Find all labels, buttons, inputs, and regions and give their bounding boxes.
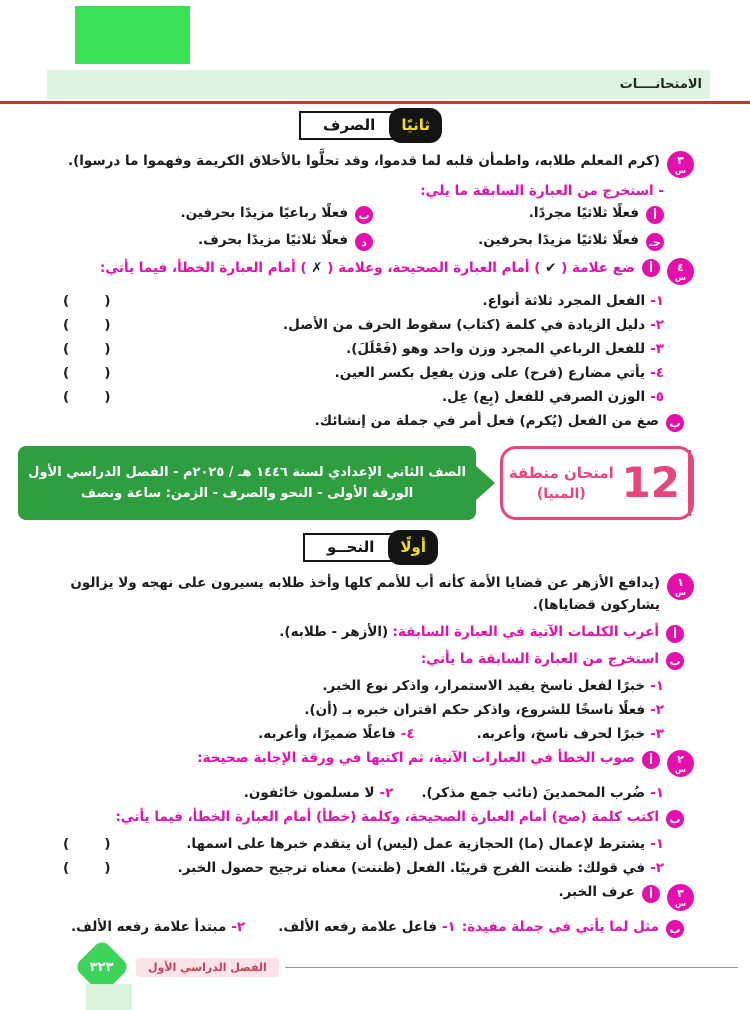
item-text: في قولك: ظننت الفرج قريبًا. الفعل (ظننت) معناه ترجيح حصول الخبر. bbox=[177, 860, 646, 877]
exam-number: 12 bbox=[620, 450, 691, 516]
answer-blank: ( ) bbox=[63, 317, 112, 333]
item-number: ١- bbox=[650, 836, 664, 853]
exam-number-badge bbox=[500, 446, 694, 520]
part-letter-badge: ب bbox=[666, 652, 684, 670]
part-letter-badge: أ bbox=[642, 259, 660, 277]
nahw-q1-part-a bbox=[45, 624, 694, 643]
option-letter-badge: أ bbox=[646, 206, 664, 224]
item-number: ٢- bbox=[231, 919, 246, 936]
item-number: ٢- bbox=[650, 860, 664, 877]
item-number: ٥- bbox=[650, 389, 664, 405]
question-number: ٤ bbox=[677, 260, 684, 274]
decorative-green-tail bbox=[86, 984, 132, 1010]
section-order-badge: ثانيًا bbox=[391, 110, 440, 141]
tf-item-2 bbox=[45, 317, 694, 333]
item-number: ١- bbox=[650, 293, 664, 309]
option-b bbox=[45, 205, 373, 224]
part-lead: استخرج من العبارة السابقة ما يأتي: bbox=[420, 651, 659, 668]
part-letter-badge: ب bbox=[666, 810, 684, 828]
question-text: (يدافع الأزهر عن قضايا الأمة كأنه أب للأمم كلها وأخذ طلابه يسيرون على نهجه ولا يزالون يشاركون قضاياها). bbox=[70, 575, 660, 613]
part-lead: اكتب كلمة (صح) أمام العبارة الصحيحة، وكلمة (خطأ) أمام العبارة الخطأ، فيما يأتي: bbox=[115, 809, 659, 826]
exam-region bbox=[503, 464, 620, 502]
answer-blank: ( ) bbox=[63, 365, 112, 381]
question-nahw-2 bbox=[45, 750, 694, 777]
option-c bbox=[373, 232, 664, 251]
extract-item-2 bbox=[45, 702, 694, 718]
answer-blank: ( ) bbox=[63, 341, 112, 357]
question-number-badge bbox=[667, 151, 694, 178]
check-mark: ✔ bbox=[545, 260, 557, 276]
item bbox=[244, 785, 394, 801]
item-text: خبرًا لحرف ناسخ، وأعربه. bbox=[476, 726, 646, 743]
part-rest: (الأزهر - طلابه). bbox=[279, 624, 389, 641]
x-mark: ✗ bbox=[311, 260, 323, 276]
exam-info-line2: الورقة الأولى - النحو والصرف - الزمن: ساعة ونصف bbox=[80, 486, 414, 501]
item-number: ٣- bbox=[650, 341, 664, 357]
decorative-green-block bbox=[75, 6, 190, 64]
part-text bbox=[279, 624, 659, 640]
tf-item-text bbox=[283, 317, 664, 333]
tf-item-3 bbox=[45, 341, 694, 357]
tf-item-1 bbox=[45, 293, 694, 309]
question-number: ٣ bbox=[677, 886, 684, 900]
item-number: ٤- bbox=[650, 365, 664, 381]
tf-item-text bbox=[335, 365, 664, 381]
option-letter-badge: جـ bbox=[646, 233, 664, 251]
item-text: يشترط لإعمال (ما) الحجازية عمل (ليس) أن يتقدم خبرها على اسمها. bbox=[186, 836, 646, 853]
tf-item-text bbox=[346, 341, 664, 357]
exam-region-line1: امتحان منطقة bbox=[508, 464, 614, 482]
option-text: فعلًا ثلاثيًا مزيدًا بحرف. bbox=[198, 232, 349, 248]
question-sarf-3 bbox=[45, 151, 694, 178]
item-number: ٤- bbox=[400, 726, 415, 743]
item bbox=[421, 785, 664, 801]
question-nahw-3 bbox=[45, 884, 694, 911]
question-sarf-4 bbox=[45, 258, 694, 285]
question-number: ٢ bbox=[677, 752, 684, 766]
nahw-q1-part-b bbox=[45, 651, 694, 670]
question-number: ٣ bbox=[677, 153, 684, 167]
section-name-box: النحــو bbox=[303, 533, 406, 562]
question-s-label: س bbox=[674, 272, 687, 282]
option-d bbox=[45, 232, 373, 251]
item-text-group bbox=[178, 860, 664, 876]
answer-blank: ( ) bbox=[63, 860, 112, 877]
question-nahw-1 bbox=[45, 573, 694, 616]
item-number: ٢- bbox=[650, 702, 664, 719]
tf-item-5 bbox=[45, 389, 694, 405]
item bbox=[322, 678, 664, 694]
part-letter-badge: أ bbox=[642, 885, 660, 903]
item-number: ٢- bbox=[650, 317, 664, 333]
item-text: مبتدأ علامة رفعه الألف. bbox=[71, 919, 227, 936]
page-header-band bbox=[47, 70, 710, 99]
exam-info-line1: الصف الثاني الإعدادي لسنة ١٤٤٦ هـ / ٢٠٢٥م - الفصل الدراسي الأول bbox=[28, 465, 466, 480]
item-text: فاعل علامة رفعه الألف. bbox=[278, 919, 437, 936]
item-number: ١- bbox=[441, 919, 456, 936]
question-s-label: س bbox=[674, 165, 687, 175]
page-content bbox=[28, 108, 694, 946]
item-number: ١- bbox=[650, 678, 664, 695]
tf-item-4 bbox=[45, 365, 694, 381]
item-number: ٣- bbox=[650, 726, 664, 743]
part-lead: مثل لما يأتي في جملة مفيدة: bbox=[461, 919, 659, 936]
item-text: خبرًا لفعل ناسخ يفيد الاستمرار، واذكر نوع الخبر. bbox=[322, 678, 646, 695]
option-text: فعلًا ثلاثيًا مجردًا. bbox=[528, 205, 639, 221]
extract-item-1 bbox=[45, 678, 694, 694]
item bbox=[45, 919, 245, 935]
nahw-q2-part-b bbox=[45, 809, 694, 828]
exam-banner-row bbox=[28, 446, 694, 520]
item bbox=[278, 919, 456, 935]
item-text: فاعلًا ضميرًا، وأعربه. bbox=[258, 726, 396, 743]
option-text: فعلًا رباعيًا مزيدًا بحرفين. bbox=[180, 205, 349, 221]
option-letter-badge: د bbox=[355, 233, 373, 251]
tf-item-text bbox=[442, 389, 664, 405]
part-letter-badge: أ bbox=[666, 625, 684, 643]
extract-options-grid bbox=[45, 205, 694, 251]
instruction-part: ) أمام العبارة الصحيحة، وعلامة ( bbox=[327, 260, 541, 276]
sarf-q4-part-b bbox=[45, 413, 694, 432]
nahw-q3-part-b bbox=[45, 919, 694, 938]
section-order-badge: أولًا bbox=[390, 532, 436, 563]
part-lead: أعرب الكلمات الآتية في العبارة السابقة: bbox=[392, 624, 659, 641]
header-title: الامتحانــــات bbox=[619, 77, 702, 92]
part-letter-badge: ب bbox=[666, 920, 684, 938]
instruction-part: ) أمام العبارة الخطأ، فيما يأتي: bbox=[99, 260, 307, 276]
item-text: ضُرب المحمدينَ (نائب جمع مذكر). bbox=[421, 785, 646, 802]
item-number: ٢- bbox=[379, 785, 394, 802]
question-text: (كرم المعلم طلابه، واطمأن قلبه لما قدموا، وقد تحلَّوا بالأخلاق الكريمة وفهموا ما درسوا). bbox=[67, 153, 660, 169]
question-s-label: س bbox=[674, 898, 687, 908]
part-text: عرف الخبر. bbox=[558, 884, 635, 901]
correct-error-items bbox=[45, 785, 694, 801]
sah-khata-item-1 bbox=[45, 836, 694, 852]
item-text: يأتي مضارع (فرح) على وزن يفعِل بكسر العين. bbox=[334, 365, 646, 381]
item-text: للفعل الرباعي المجرد وزن واحد وهو (فَعْلَلَ). bbox=[346, 341, 646, 357]
part-letter-badge: أ bbox=[642, 751, 660, 769]
page-footer bbox=[0, 947, 738, 987]
item-text: فعلًا ناسخًا للشروع، واذكر حكم اقتران خبره بـ (أن). bbox=[304, 702, 646, 719]
section-title-sarf bbox=[45, 110, 694, 141]
question-number-badge bbox=[667, 258, 694, 285]
option-text: فعلًا ثلاثيًا مزيدًا بحرفين. bbox=[478, 232, 639, 248]
question-number: ١ bbox=[677, 575, 684, 589]
extract-instruction: - استخرج من العبارة السابقة ما يلي: bbox=[420, 183, 664, 199]
answer-blank: ( ) bbox=[63, 836, 112, 853]
item bbox=[258, 726, 414, 742]
term-label: الفصل الدراسي الأول bbox=[136, 958, 279, 977]
footer-rule-line bbox=[285, 967, 738, 968]
option-letter-badge: ب bbox=[355, 206, 373, 224]
item-text: لا مسلمون خائفون. bbox=[243, 785, 375, 802]
part-lead: صوب الخطأ في العبارات الآتية، ثم اكتبها في ورقة الإجابة صحيحة: bbox=[197, 750, 635, 767]
item-text: دليل الزيادة في كلمة (كتاب) سقوط الحرف من الأصل. bbox=[283, 317, 646, 333]
item-text: الوزن الصرفي للفعل (بِع) عِل. bbox=[441, 389, 646, 405]
item-text-group bbox=[186, 836, 664, 852]
item-text: الفعل المجرد ثلاثة أنواع. bbox=[482, 293, 646, 309]
question-s-label: س bbox=[674, 587, 687, 597]
section-title-nahw bbox=[45, 532, 694, 563]
page-number: ٣٢٣ bbox=[90, 959, 114, 975]
sah-khata-item-2 bbox=[45, 860, 694, 876]
question-number-badge bbox=[667, 750, 694, 777]
part-lead-group bbox=[278, 919, 684, 938]
answer-blank: ( ) bbox=[63, 389, 112, 405]
instruction-part: ضع علامة ( bbox=[561, 260, 635, 276]
option-a bbox=[373, 205, 664, 224]
part-letter-badge: ب bbox=[666, 414, 684, 432]
section-name-box: الصرف bbox=[299, 111, 407, 140]
true-false-instruction bbox=[100, 258, 635, 280]
answer-blank: ( ) bbox=[63, 293, 112, 309]
item bbox=[304, 702, 664, 718]
part-text: صغ من الفعل (يُكرم) فعل أمر في جملة من إنشائك. bbox=[314, 413, 659, 429]
question-s-label: س bbox=[674, 764, 687, 774]
item-number: ١- bbox=[650, 785, 664, 802]
header-divider-line bbox=[0, 101, 750, 104]
extract-items-3-4 bbox=[45, 726, 694, 742]
exam-info-banner bbox=[18, 446, 476, 520]
item bbox=[477, 726, 664, 742]
question-number-badge bbox=[667, 573, 694, 600]
exam-region-line2: (المنيا) bbox=[536, 486, 586, 502]
question-number-badge bbox=[667, 884, 694, 911]
tf-item-text bbox=[482, 293, 664, 309]
